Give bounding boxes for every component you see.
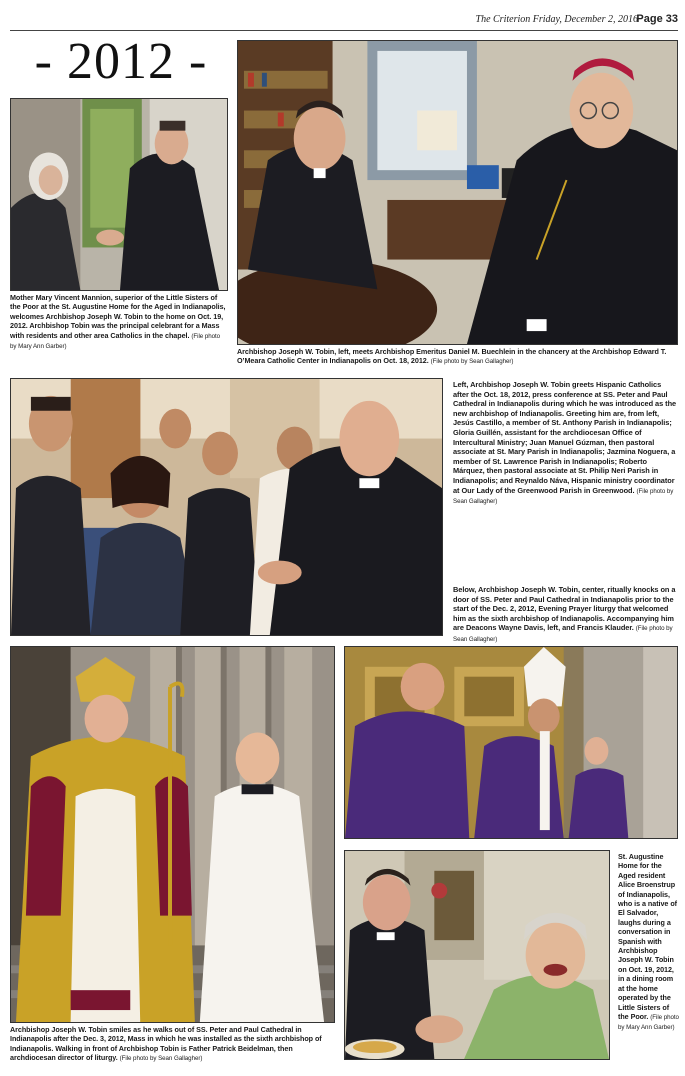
caption-cathedral-credit: (File photo by Sean Gallagher) [119, 1055, 203, 1063]
caption-mannion [10, 293, 228, 351]
caption-hispanic [453, 380, 678, 507]
caption-buechlein [237, 347, 678, 367]
page-header [10, 8, 678, 31]
caption-buechlein-credit: (File photo by Sean Gallagher) [430, 358, 514, 366]
caption-hispanic-text: Left, Archbishop Joseph W. Tobin greets Hispanic Catholics after the Oct. 18, 2012, press conference at SS. Peter and Paul Cathedral in Indianapolis during which he was introduced as the new archbishop of Indianapolis. Greeting him are, from left, Jesús Castillo, a member of St. Anthony Parish in Indianapolis; Gloria Guillén, assistant for the archdiocesan Office of Intercultural Ministry; Juan Manuel Gúzman, then pastoral associate at St. Mary Parish in Indianapolis; Jazmina Noguera, a member of St. Lawrence Parish in Indianapolis; Roberto Márquez, then pastoral associate at St. Philip Neri Parish in Indianapolis; and Reynaldo Náva, Hispanic ministry coordinator at Our Lady of the Greenwood Parish in Greenwood. [453, 380, 677, 495]
caption-door [453, 585, 678, 645]
photo-buechlein-meeting [237, 40, 678, 345]
publication-info: The Criterion Friday, December 2, 2016 [475, 14, 638, 25]
caption-hispanic-credit: (File photo by Sean Gallagher) [453, 487, 674, 506]
caption-door-credit: (File photo by Sean Gallagher) [453, 625, 673, 643]
caption-buechlein-text: Archbishop Joseph W. Tobin, left, meets Archbishop Emeritus Daniel M. Buechlein in the chancery at the Archbishop Edward T. O’Meara Catholic Center in Indianapolis on Oct. 18, 2012. [237, 347, 667, 366]
photo-door-knocking [344, 646, 678, 839]
caption-cathedral-text: Archbishop Joseph W. Tobin smiles as he walks out of SS. Peter and Paul Cathedral in Indianapolis after the Dec. 3, 2012, Mass in which he was installed as the sixth archbishop of Indianapolis. Walking in front of Archbishop Tobin is Father Patrick Beidelman, then archdiocesan director of liturgy. [10, 1025, 322, 1063]
photo-mannion-greeting [10, 98, 228, 291]
photo-cathedral-procession [10, 646, 335, 1023]
caption-cathedral [10, 1025, 335, 1064]
caption-broenstrup-credit: (File photo by Mary Ann Garber) [618, 1013, 679, 1032]
photo-hispanic-greeting [10, 378, 443, 636]
caption-mannion-text: Mother Mary Vincent Mannion, superior of the Little Sisters of the Poor at the St. Augustine Home for the Aged in Indianapolis, welcomes Archbishop Joseph W. Tobin to the home on Oct. 19, 2012. Archbishop Tobin was the principal celebrant for a Mass with residents and other area Catholics in the chapel. [10, 293, 226, 340]
caption-broenstrup-text: St. Augustine Home for the Aged resident Alice Broenstrup of Indianapolis, who is a native of El Salvador, laughs during a conversation in Spanish with Archbishop Joseph W. Tobin on Oct. 19, 2012, in a dining room at the home operated by the Little Sisters of the Poor. [618, 852, 678, 1021]
page-number: Page 33 [636, 13, 678, 25]
photo-broenstrup-laughing [344, 850, 610, 1060]
caption-door-text: Below, Archbishop Joseph W. Tobin, center, ritually knocks on a door of SS. Peter and Paul Cathedral in Indianapolis prior to the start of the Dec. 2, 2012, Evening Prayer liturgy that welcomed him as the sixth archbishop of Indianapolis. Accompanying him are Deacons Wayne Davis, left, and Francis Klauder. [453, 585, 676, 633]
year-heading: - 2012 - [34, 33, 208, 90]
caption-mannion-credit: (File photo by Mary Ann Garber) [10, 332, 221, 351]
caption-broenstrup [618, 852, 680, 1033]
